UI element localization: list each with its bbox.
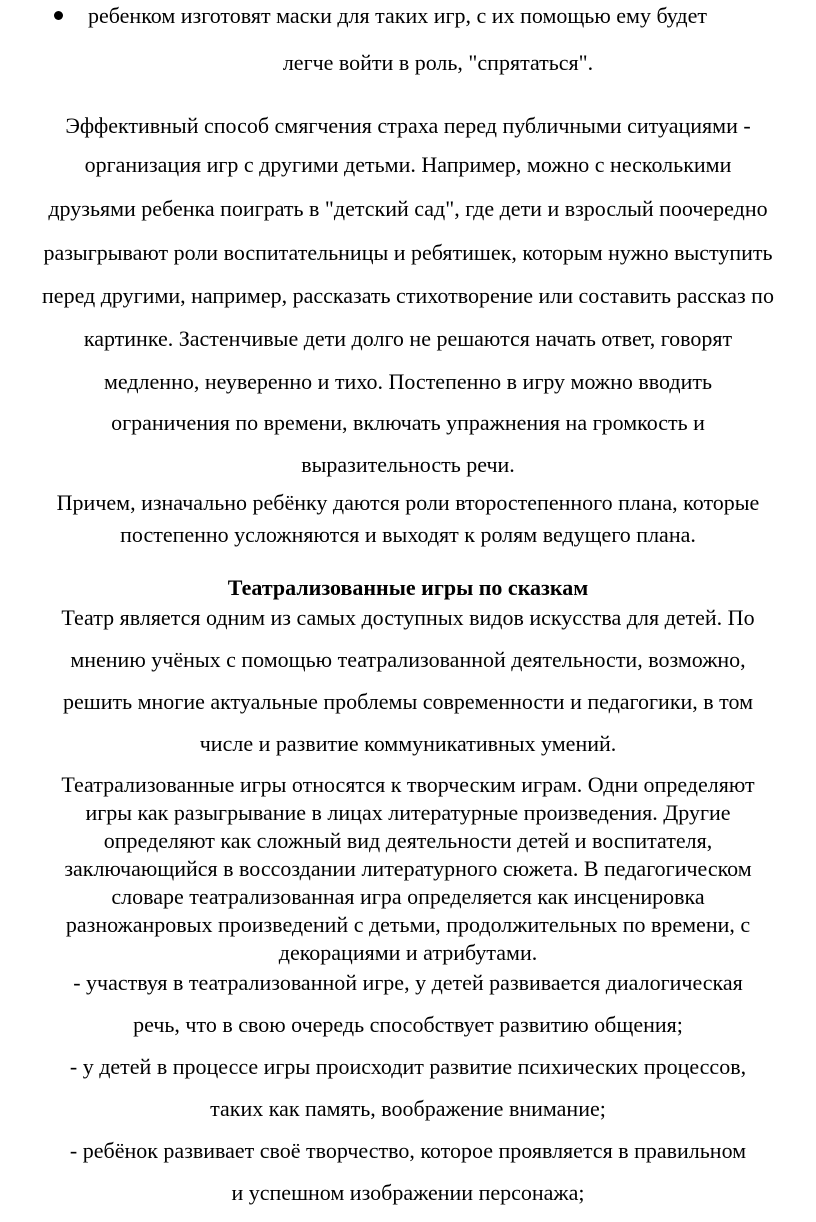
bullet-item-line: ребенком изготовят маски для таких игр, с их помощью ему будет — [88, 3, 707, 28]
paragraph-line: ограничения по времени, включать упражнения на громкость и — [111, 410, 705, 435]
list-item: - ребёнок развивает своё творчество, которое проявляется в правильном — [69, 1138, 747, 1163]
section-heading: Театрализованные игры по сказкам — [227, 575, 589, 600]
paragraph-line: определяют как сложный вид деятельности детей и воспитателя, — [103, 828, 713, 853]
paragraph-line: выразительность речи. — [301, 452, 515, 477]
paragraph-line: игры как разыгрывание в лицах литературные произведения. Другие — [85, 800, 731, 825]
paragraph-line: разножанровых произведений с детьми, продолжительных по времени, с — [65, 912, 751, 937]
paragraph-line: медленно, неуверенно и тихо. Постепенно в игру можно вводить — [103, 369, 713, 394]
bullet-item-line: легче войти в роль, "спрятаться". — [282, 50, 594, 75]
paragraph-line: Театрализованные игры относятся к творческим играм. Одни определяют — [61, 772, 755, 797]
paragraph-line: разыгрывают роли воспитательницы и ребятишек, которым нужно выступить — [43, 240, 773, 265]
list-item: - у детей в процессе игры происходит развитие психических процессов, — [69, 1054, 747, 1079]
paragraph-line: организация игр с другими детьми. Например, можно с несколькими — [84, 152, 732, 177]
paragraph-line: картинке. Застенчивые дети долго не решаются начать ответ, говорят — [83, 326, 733, 351]
bullet-icon — [54, 11, 63, 20]
paragraph-line: решить многие актуальные проблемы современности и педагогики, в том — [62, 689, 753, 714]
list-item: таких как память, воображение внимание; — [210, 1096, 606, 1121]
list-item: - участвуя в театрализованной игре, у детей развивается диалогическая — [73, 970, 743, 995]
paragraph-line: декорациями и атрибутами. — [278, 940, 538, 965]
paragraph-line: перед другими, например, рассказать стихотворение или составить рассказ по — [42, 283, 774, 308]
paragraph-line: друзьями ребенка поиграть в "детский сад", где дети и взрослый поочередно — [48, 196, 768, 221]
paragraph-line: постепенно усложняются и выходят к ролям ведущего плана. — [120, 522, 696, 547]
paragraph-line: Причем, изначально ребёнку даются роли второстепенного плана, которые — [56, 490, 760, 515]
paragraph-line: Эффективный способ смягчения страха перед публичными ситуациями - — [65, 113, 751, 138]
paragraph-line: мнению учёных с помощью театрализованной деятельности, возможно, — [70, 647, 746, 672]
paragraph-line: Театр является одним из самых доступных видов искусства для детей. По — [61, 605, 755, 630]
list-item: и успешном изображении персонажа; — [231, 1180, 585, 1205]
paragraph-line: словаре театрализованная игра определяется как инсценировка — [111, 884, 705, 909]
paragraph-line: числе и развитие коммуникативных умений. — [199, 731, 617, 756]
list-item: речь, что в свою очередь способствует развитию общения; — [133, 1012, 683, 1037]
paragraph-line: заключающийся в воссоздании литературного сюжета. В педагогическом — [64, 856, 752, 881]
